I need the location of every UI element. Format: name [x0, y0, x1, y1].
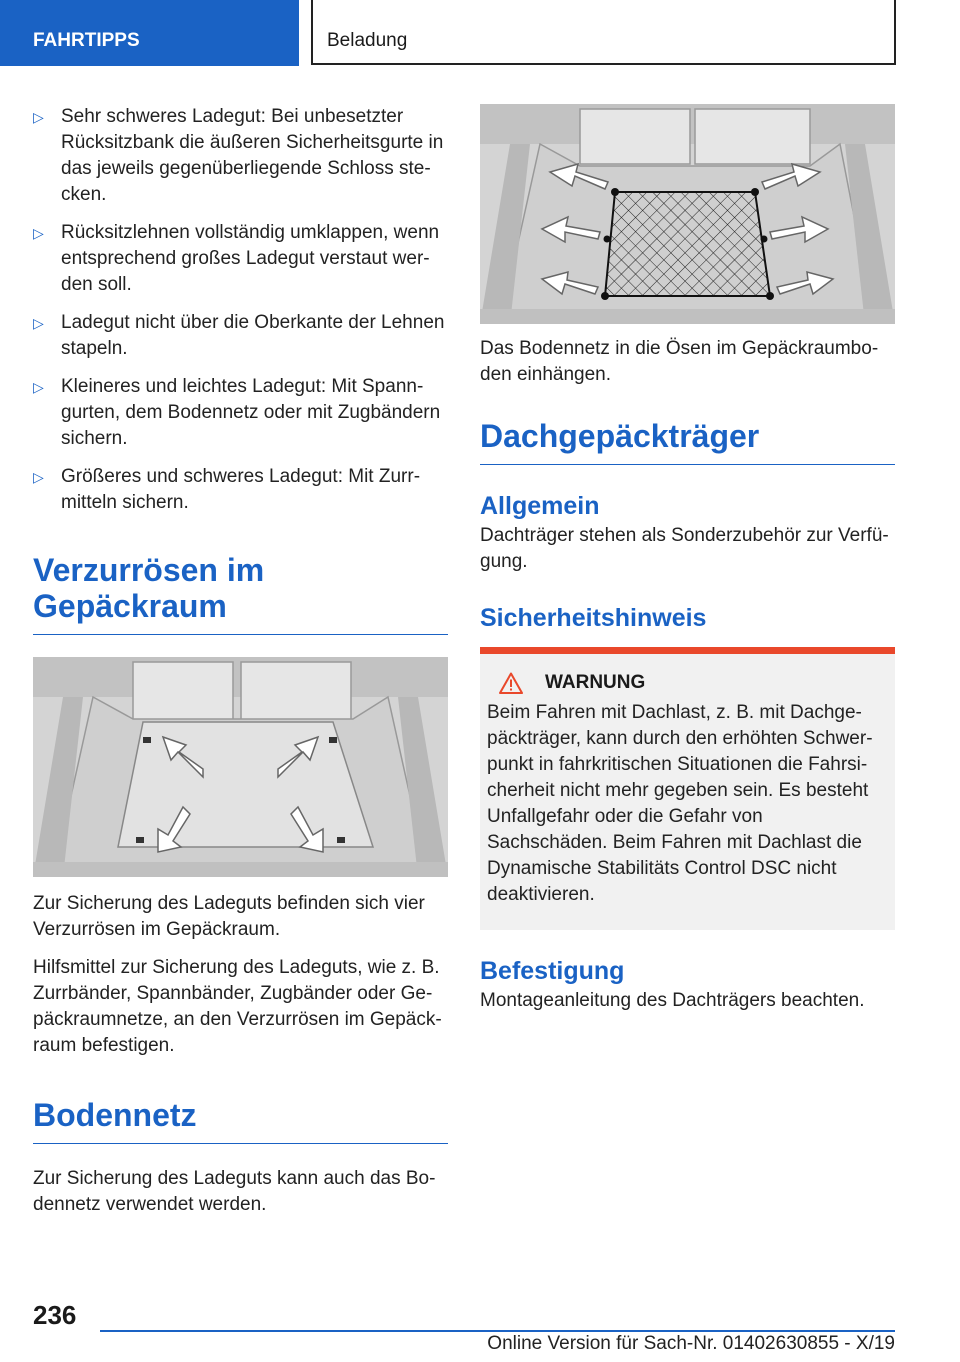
loading-tips-list: [33, 104, 448, 516]
list-item: ▷ Sehr schweres Ladegut: Bei unbesetzter Rücksitzbank die äußeren Sicherheitsgurte in das jeweils gegenüberliegende Schloss stecken.: [33, 106, 444, 205]
list-item: ▷ Ladegut nicht über die Oberkante der Lehnen stapeln.: [33, 312, 445, 359]
left-column: [33, 104, 448, 1218]
list-item: ▷ Kleineres und leichtes Ladegut: Mit Spanngurten, dem Bodennetz oder mit Zugbändern sichern.: [33, 376, 441, 449]
subheading-allgemein: Allgemein: [480, 492, 600, 520]
net-caption: Das Bodennetz in die Ösen im Gepäckraumboden einhängen.: [480, 338, 879, 385]
list-item: ▷ Rücksitzlehnen vollständig umklappen, wenn entsprechend großes Ladegut verstaut werden soll.: [33, 222, 440, 295]
bodennetz-paragraph: Zur Sicherung des Ladeguts kann auch das Bodennetz verwendet werden.: [33, 1168, 436, 1215]
heading-verzurroesen: Verzurrösen im Gepäckraum: [33, 552, 448, 635]
warning-text: Beim Fahren mit Dachlast, z. B. mit Dachgepäckträger, kann durch den erhöhten Schwerpunkt in fahrkritischen Situationen die Fahrsicherheit nicht mehr gegeben sein. Es besteht Unfallgefahr oder die Gefahr von Sachschäden. Beim Fahren mit Dachlast die Dynamische Stabilitäts Control DSC nicht deaktivieren.: [487, 702, 873, 905]
right-column: [480, 104, 895, 1014]
triangle-bullet-icon: ▷: [33, 225, 44, 241]
befestigung-paragraph: Montageanleitung des Dachträgers beachten.: [480, 990, 865, 1011]
warning-box: [480, 647, 895, 930]
heading-bodennetz: Bodennetz: [33, 1097, 448, 1144]
trunk-floor-net-image: [480, 104, 895, 324]
triangle-bullet-icon: ▷: [33, 469, 44, 485]
footer-version-link[interactable]: Online Version für Sach-Nr. 01402630855 - X/19: [487, 1333, 895, 1354]
section-title: Beladung: [311, 0, 896, 65]
trunk-lashing-eyes-image: [33, 657, 448, 877]
warning-header: [487, 672, 888, 694]
verzurroesen-paragraph-2: Hilfsmittel zur Sicherung des Ladeguts, wie z. B. Zurrbänder, Spannbänder, Zugbänder oder Gepäckraumnetze, an den Verzurrösen im Gepäckraum befestigen.: [33, 957, 442, 1056]
chapter-tab[interactable]: FAHRTIPPS: [0, 0, 299, 66]
page-header: [0, 0, 960, 66]
warning-triangle-icon: [499, 672, 523, 694]
triangle-bullet-icon: ▷: [33, 109, 44, 125]
warning-title: WARNUNG: [545, 672, 646, 693]
page-number: 236: [33, 1300, 77, 1330]
list-item: ▷ Größeres und schweres Ladegut: Mit Zurrmitteln sichern.: [33, 466, 421, 513]
triangle-bullet-icon: ▷: [33, 379, 44, 395]
heading-dachgepaecktraeger: Dachgepäckträger: [480, 418, 895, 465]
subheading-sicherheitshinweis: Sicherheitshinweis: [480, 604, 707, 632]
footer-divider: [100, 1330, 895, 1332]
subheading-befestigung: Befestigung: [480, 957, 625, 985]
triangle-bullet-icon: ▷: [33, 315, 44, 331]
allgemein-paragraph: Dachträger stehen als Sonderzubehör zur Verfügung.: [480, 525, 889, 572]
verzurroesen-paragraph-1: Zur Sicherung des Ladeguts befinden sich vier Verzurrösen im Gepäckraum.: [33, 893, 425, 940]
